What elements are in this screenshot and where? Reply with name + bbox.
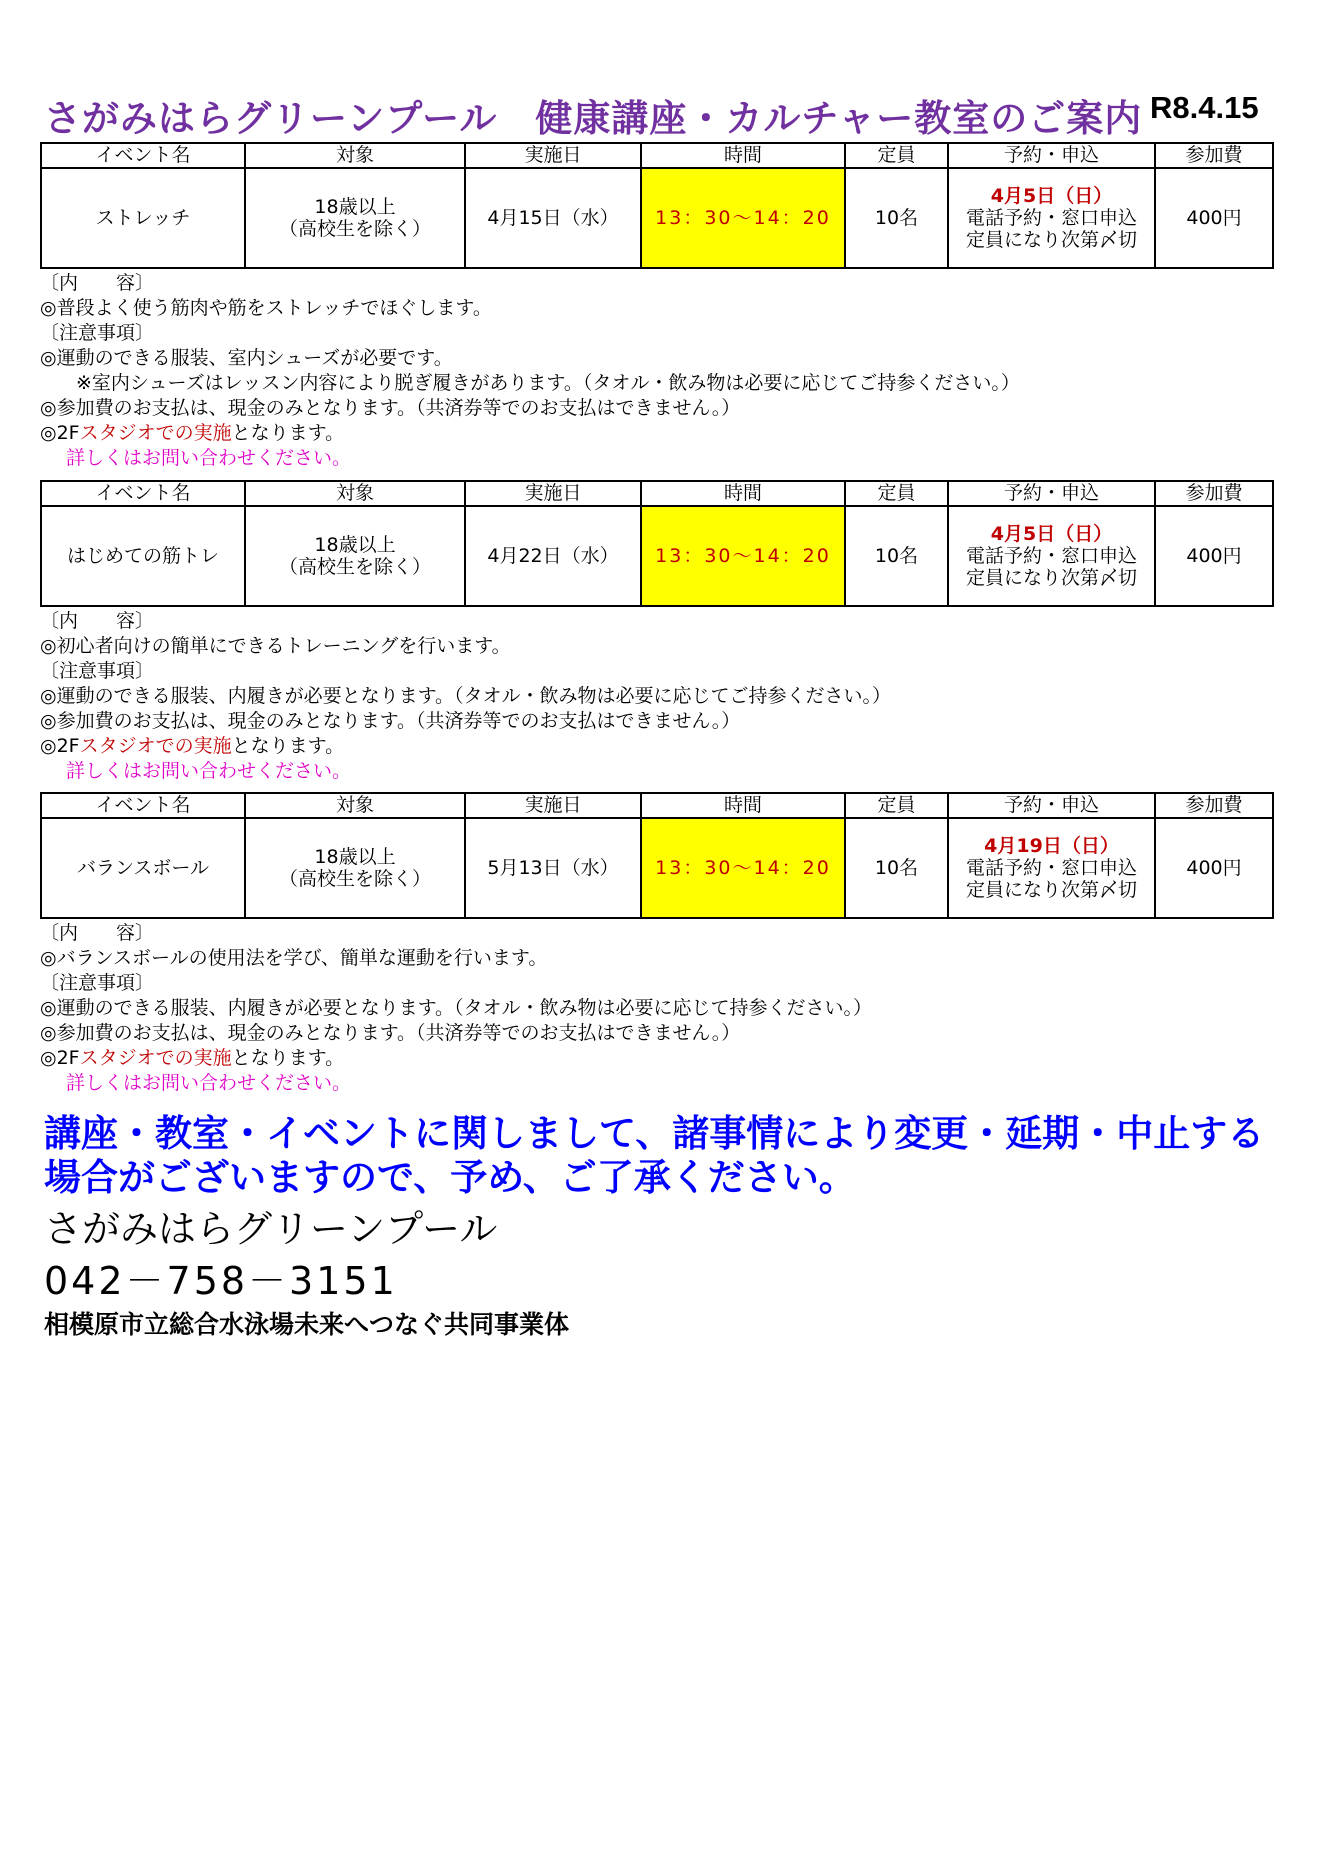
reservation-deadline: 定員になり次第〆切: [965, 879, 1137, 901]
header-reservation: 予約・申込: [948, 143, 1155, 168]
event-capacity: 10名: [845, 818, 948, 918]
event-notes: [40, 921, 1272, 1096]
header-time: 時間: [641, 143, 845, 168]
note-location-studio: スタジオでの実施: [79, 422, 232, 444]
phone-number: 042－758－3151: [44, 1259, 398, 1303]
note-location-pre: ◎2F: [40, 1047, 80, 1069]
note-location-pre: ◎2F: [40, 735, 80, 757]
event-reservation: [948, 168, 1155, 268]
event-time: 13：30～14：20: [641, 506, 845, 606]
header-capacity: 定員: [845, 143, 948, 168]
event-section-strength: [40, 480, 1272, 784]
header-date: 実施日: [465, 143, 641, 168]
event-reservation: [948, 506, 1155, 606]
operator-organization: 相模原市立総合水泳場未来へつなぐ共同事業体: [44, 1310, 570, 1339]
table-row: [41, 168, 1273, 268]
change-notice: [44, 1112, 1264, 1200]
note-location-pre: ◎2F: [40, 422, 80, 444]
event-name: はじめての筋トレ: [41, 506, 245, 606]
event-capacity: 10名: [845, 506, 948, 606]
note-payment: ◎参加費のお支払は、現金のみとなります。（共済券等でのお支払はできません。）: [40, 397, 741, 419]
note-location-studio: スタジオでの実施: [79, 735, 232, 757]
event-section-stretch: [40, 142, 1272, 471]
reservation-deadline: 定員になり次第〆切: [965, 567, 1137, 589]
event-time: 13：30～14：20: [641, 818, 845, 918]
event-target: [245, 506, 465, 606]
event-table: [40, 792, 1274, 919]
change-notice-line1: 講座・教室・イベントに関しまして、諸事情により変更・延期・中止する: [44, 1112, 1265, 1155]
contents-label: 〔内 容〕: [40, 610, 155, 632]
reservation-start-date: 4月5日（日）: [990, 185, 1113, 207]
header-fee: 参加費: [1155, 143, 1273, 168]
event-notes: [40, 609, 1272, 784]
note-location: [40, 421, 1272, 446]
target-exclusion: （高校生を除く）: [278, 556, 431, 578]
reservation-method: 電話予約・窓口申込: [965, 857, 1137, 879]
change-notice-line2: 場合がございますので、予め、ご了承ください。: [44, 1156, 856, 1199]
target-age: 18歳以上: [314, 534, 396, 556]
header-reservation: 予約・申込: [948, 793, 1155, 818]
event-time: 13：30～14：20: [641, 168, 845, 268]
note-location: [40, 1046, 1272, 1071]
event-table: [40, 480, 1274, 607]
event-reservation: [948, 818, 1155, 918]
reservation-deadline: 定員になり次第〆切: [965, 229, 1137, 251]
table-header-row: [41, 143, 1273, 168]
contents-label: 〔内 容〕: [40, 922, 155, 944]
event-fee: 400円: [1155, 168, 1273, 268]
note-inquiry: 詳しくはお問い合わせください。: [66, 1072, 352, 1094]
event-fee: 400円: [1155, 506, 1273, 606]
note-location-post: となります。: [231, 1047, 345, 1069]
note-shoes: ※室内シューズはレッスン内容により脱ぎ履きがあります。（タオル・飲み物は必要に応じてご持参ください。）: [76, 372, 1020, 394]
header-capacity: 定員: [845, 793, 948, 818]
reservation-method: 電話予約・窓口申込: [965, 207, 1137, 229]
event-target: [245, 818, 465, 918]
event-notes: [40, 271, 1272, 471]
header-event-name: イベント名: [41, 143, 245, 168]
note-location-post: となります。: [231, 735, 345, 757]
header-target: 対象: [245, 793, 465, 818]
header-fee: 参加費: [1155, 793, 1273, 818]
table-row: [41, 506, 1273, 606]
note-attire: ◎運動のできる服装、内履きが必要となります。（タオル・飲み物は必要に応じてご持参ください。）: [40, 685, 892, 707]
note-location-post: となります。: [231, 422, 345, 444]
page-title: さがみはらグリーンプール 健康講座・カルチャー教室のご案内: [44, 97, 1143, 140]
notes-label: 〔注意事項〕: [40, 972, 155, 994]
header-event-name: イベント名: [41, 481, 245, 506]
header-target: 対象: [245, 481, 465, 506]
event-date: 5月13日（水）: [465, 818, 641, 918]
note-attire: ◎運動のできる服装、内履きが必要となります。（タオル・飲み物は必要に応じて持参ください。）: [40, 997, 873, 1019]
event-date: 4月15日（水）: [465, 168, 641, 268]
table-row: [41, 818, 1273, 918]
note-attire: ◎運動のできる服装、室内シューズが必要です。: [40, 347, 453, 369]
event-table: [40, 142, 1274, 269]
event-name: バランスボール: [41, 818, 245, 918]
table-header-row: [41, 793, 1273, 818]
notes-label: 〔注意事項〕: [40, 322, 155, 344]
note-inquiry: 詳しくはお問い合わせください。: [66, 447, 352, 469]
reservation-start-date: 4月5日（日）: [990, 523, 1113, 545]
header-reservation: 予約・申込: [948, 481, 1155, 506]
reservation-start-date: 4月19日（日）: [984, 835, 1119, 857]
event-capacity: 10名: [845, 168, 948, 268]
event-target: [245, 168, 465, 268]
event-name: ストレッチ: [41, 168, 245, 268]
contents-text: ◎初心者向けの簡単にできるトレーニングを行います。: [40, 635, 511, 657]
target-exclusion: （高校生を除く）: [278, 868, 431, 890]
note-inquiry: 詳しくはお問い合わせください。: [66, 760, 352, 782]
target-age: 18歳以上: [314, 196, 396, 218]
target-exclusion: （高校生を除く）: [278, 218, 431, 240]
header-date: 実施日: [465, 481, 641, 506]
note-payment: ◎参加費のお支払は、現金のみとなります。（共済券等でのお支払はできません。）: [40, 710, 741, 732]
header-event-name: イベント名: [41, 793, 245, 818]
event-section-balance-ball: [40, 792, 1272, 1096]
issue-date: R8.4.15: [1150, 90, 1259, 125]
contents-text: ◎バランスボールの使用法を学び、簡単な運動を行います。: [40, 947, 548, 969]
event-date: 4月22日（水）: [465, 506, 641, 606]
header-target: 対象: [245, 143, 465, 168]
target-age: 18歳以上: [314, 846, 396, 868]
contents-label: 〔内 容〕: [40, 272, 155, 294]
header-date: 実施日: [465, 793, 641, 818]
facility-name: さがみはらグリーンプール: [44, 1207, 498, 1251]
contents-text: ◎普段よく使う筋肉や筋をストレッチでほぐします。: [40, 297, 492, 319]
reservation-method: 電話予約・窓口申込: [965, 545, 1137, 567]
event-fee: 400円: [1155, 818, 1273, 918]
header-time: 時間: [641, 793, 845, 818]
header-fee: 参加費: [1155, 481, 1273, 506]
note-payment: ◎参加費のお支払は、現金のみとなります。（共済券等でのお支払はできません。）: [40, 1022, 741, 1044]
header-time: 時間: [641, 481, 845, 506]
note-location-studio: スタジオでの実施: [79, 1047, 232, 1069]
note-location: [40, 734, 1272, 759]
header-capacity: 定員: [845, 481, 948, 506]
notes-label: 〔注意事項〕: [40, 660, 155, 682]
table-header-row: [41, 481, 1273, 506]
